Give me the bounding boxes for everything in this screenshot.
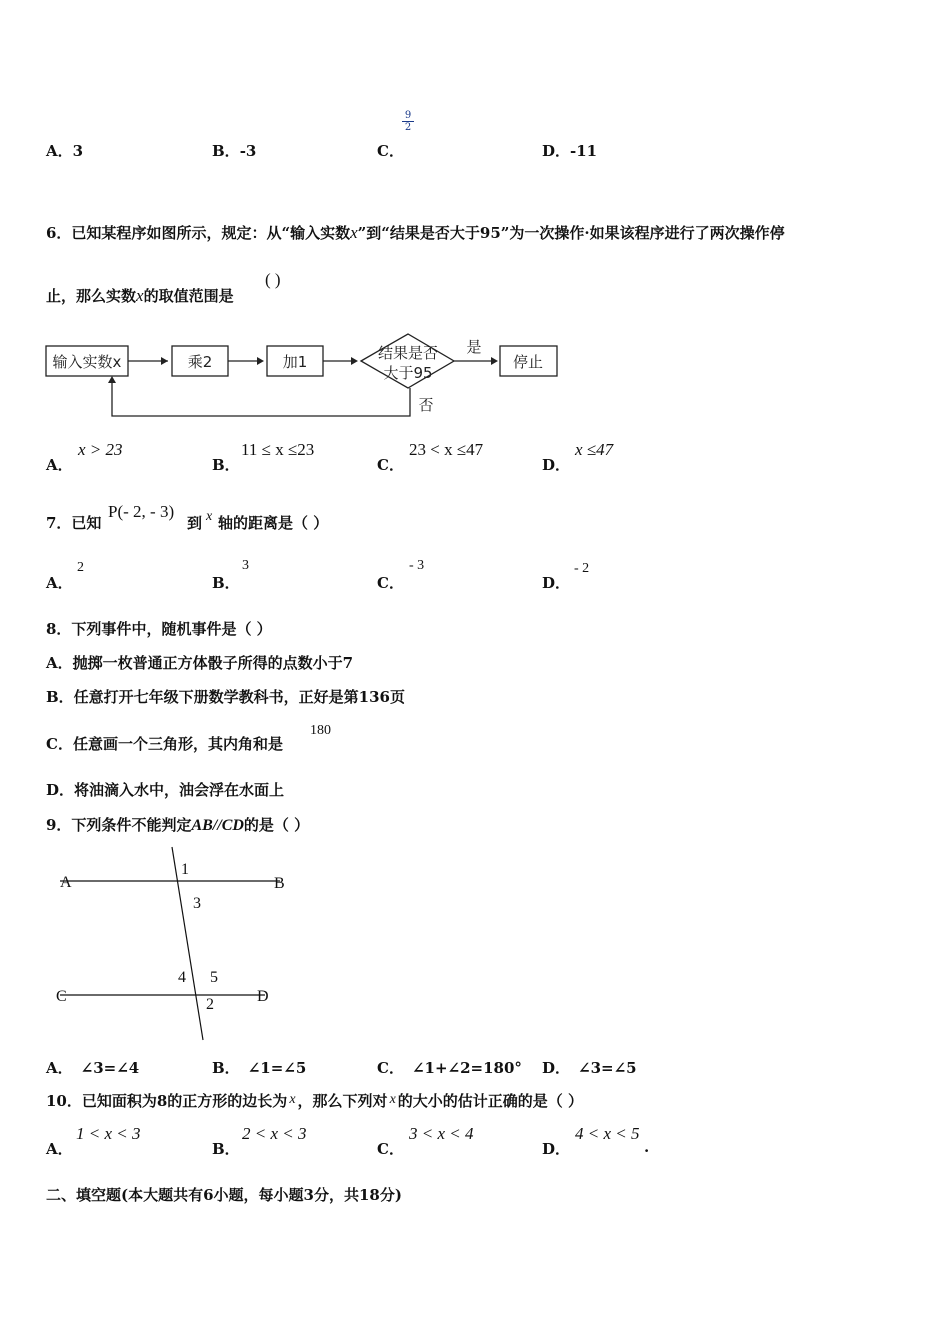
angle-label-2: 2	[206, 996, 214, 1013]
q6-flowchart	[40, 330, 570, 422]
angle-label-4: 4	[178, 969, 186, 986]
q5-option-b: B．-3	[212, 142, 257, 160]
angle-label-3: 3	[193, 895, 201, 912]
q6-option-b-label: B．	[212, 456, 240, 474]
q5-option-c: C．	[377, 142, 404, 160]
flow-no-text: 否	[418, 396, 434, 414]
q6-answer-paren: ( )	[265, 270, 281, 289]
q5-option-c-fraction: 9 2	[402, 110, 414, 133]
q6-option-c-value: 23 < x ≤47	[409, 440, 484, 459]
q10-option-d-label: D．	[542, 1140, 571, 1158]
q9-option-b: B． ∠1=∠5	[212, 1059, 307, 1077]
q10-option-b-value: 2 < x < 3	[242, 1124, 307, 1143]
angle-label-1: 1	[181, 861, 189, 878]
q7-option-b-label: B．	[212, 574, 240, 592]
q10-option-a-label: A．	[46, 1140, 73, 1158]
q7-point: P(- 2, - 3)	[108, 502, 175, 521]
q7-prefix: 7．已知	[46, 514, 102, 532]
label-a: A	[60, 874, 72, 891]
q7-suffix: 轴的距离是（ ）	[218, 514, 329, 532]
angle-label-5: 5	[210, 969, 218, 986]
q10-option-c-value: 3 < x < 4	[409, 1124, 474, 1143]
q10-option-d-value: 4 < x < 5	[575, 1124, 640, 1143]
q8-option-c-value: 180	[310, 723, 331, 738]
q7-option-c-value: - 3	[409, 558, 425, 573]
q6-option-d-label: D．	[542, 456, 571, 474]
q10-stem: 10．已知面积为8的正方形的边长为 x ，那么下列对 x 的大小的估计正确的是（ ）	[46, 1092, 584, 1110]
flow-decision-text-1: 结果是否	[377, 344, 439, 362]
q6-stem-line2: 止，那么实数x的取值范围是	[46, 286, 234, 305]
q9-figure	[50, 842, 290, 1047]
q8-option-d: D．将油滴入水中，油会浮在水面上	[46, 781, 285, 799]
q7-option-d-value: - 2	[574, 561, 590, 576]
q6-stem-line1: 6．已知某程序如图所示，规定：从“输入实数x”到“结果是否大于95”为一次操作·如果该程序进行了两次操作停	[46, 223, 785, 242]
label-c: C	[56, 988, 67, 1005]
q5-option-d: D．-11	[542, 142, 598, 160]
q7-axis: x	[206, 509, 213, 524]
flow-add-text: 加1	[282, 353, 308, 371]
q9-stem: 9．下列条件不能判定AB//CD的是（ ）	[46, 816, 310, 834]
q7-option-c-label: C．	[377, 574, 404, 592]
q8-option-c: C．任意画一个三角形，其内角和是	[46, 735, 283, 753]
flow-input-text: 输入实数x	[52, 353, 122, 371]
section2-heading: 二、填空题(本大题共有6小题，每小题3分，共18分)	[46, 1186, 402, 1204]
flow-yes-text: 是	[466, 338, 482, 356]
q6-option-a-value: x > 23	[78, 440, 123, 459]
q10-option-c-label: C．	[377, 1140, 404, 1158]
q9-option-c: C． ∠1+∠2=180°	[377, 1059, 522, 1077]
label-d: D	[257, 988, 269, 1005]
q7-option-a-label: A．	[46, 574, 73, 592]
q10-option-a-value: 1 < x < 3	[76, 1124, 141, 1143]
q10-option-b-label: B．	[212, 1140, 240, 1158]
flow-stop-text: 停止	[512, 353, 544, 371]
q8-option-a: A．抛掷一枚普通正方体骰子所得的点数小于7	[46, 654, 354, 672]
q9-option-a: A． ∠3=∠4	[46, 1059, 140, 1077]
label-b: B	[274, 875, 285, 892]
q7-option-a-value: 2	[77, 560, 84, 575]
q6-option-c-label: C．	[377, 456, 404, 474]
q7-option-b-value: 3	[242, 558, 249, 573]
q6-option-a-label: A．	[46, 456, 73, 474]
q10-end-period: .	[644, 1138, 650, 1156]
q6-option-d-value: x ≤47	[575, 440, 614, 459]
q5-option-a: A．3	[46, 142, 84, 160]
q9-option-d: D． ∠3=∠5	[542, 1059, 637, 1077]
q7-mid: 到	[187, 514, 203, 532]
q8-stem: 8．下列事件中，随机事件是（ ）	[46, 620, 272, 638]
flow-decision-text-2: 大于95	[383, 364, 433, 382]
q7-option-d-label: D．	[542, 574, 571, 592]
q6-option-b-value: 11 ≤ x ≤23	[241, 440, 315, 459]
flow-mul-text: 乘2	[187, 353, 213, 371]
q8-option-b: B．任意打开七年级下册数学教科书，正好是第136页	[46, 688, 405, 706]
